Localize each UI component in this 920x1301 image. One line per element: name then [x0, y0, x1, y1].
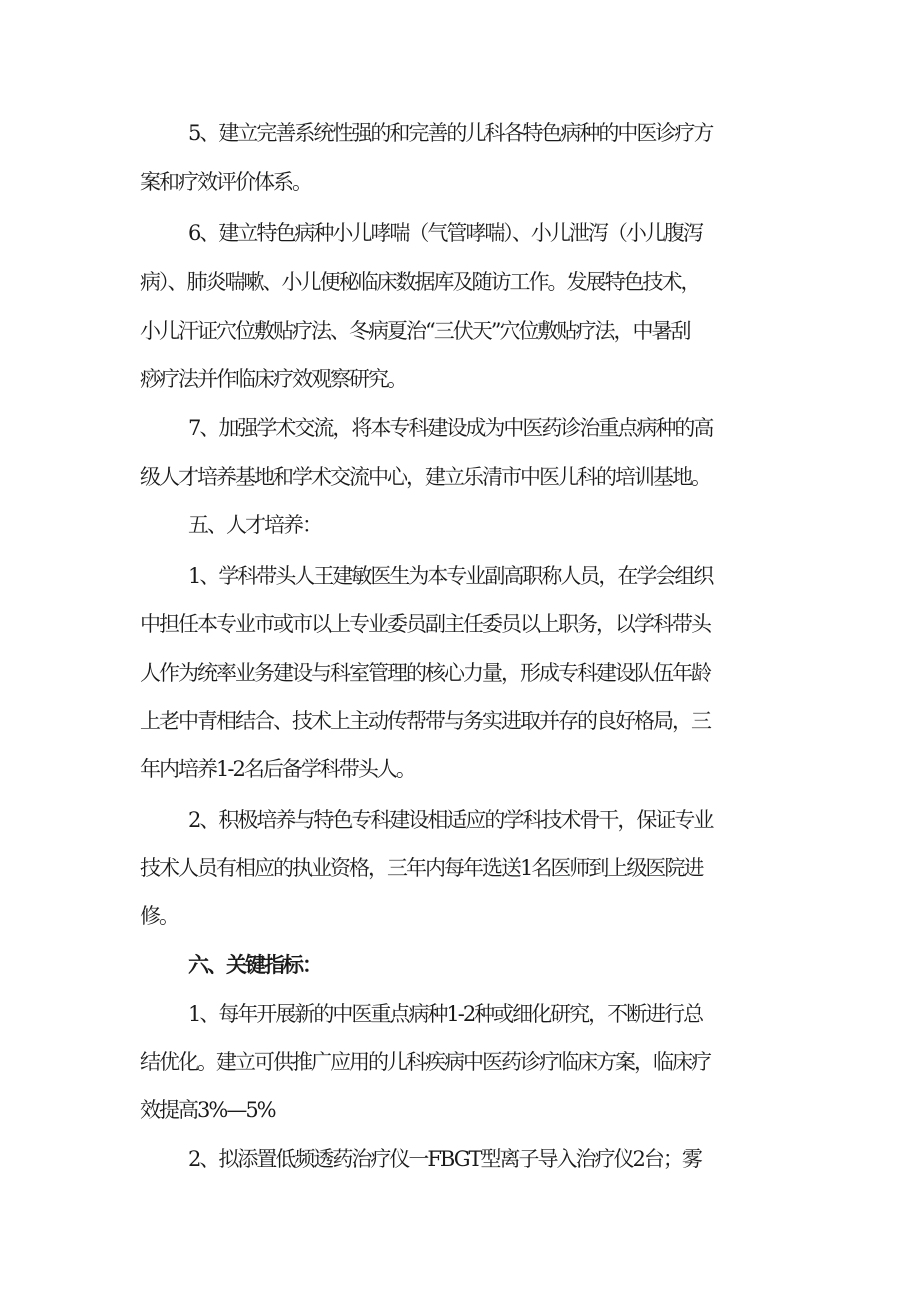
text-line: 技术人员有相应的执业资格，三年内每年选送1名医师到上级医院进 [140, 856, 703, 880]
text-line: 6、建立特色病种小儿哮喘（气管哮喘）、小儿泄泻（小儿腹泻 [188, 221, 702, 245]
text-line: 上老中青相结合、技术上主动传帮带与务实进取并存的良好格局，三 [140, 709, 710, 733]
text-line: 案和疗效评价体系。 [140, 170, 311, 194]
section-heading-key-indicators: 六、关键指标： [188, 953, 321, 977]
text-line: 病）、肺炎喘嗽、小儿便秘临床数据库及随访工作。发展特色技术， [140, 270, 700, 294]
text-line: 1、学科带头人王建敏医生为本专业副高职称人员，在学会组织 [188, 564, 713, 588]
text-line: 2、拟添置低频透药治疗仪一FBGT型离子导入治疗仪2台；雾 [188, 1147, 701, 1171]
text-line: 5、建立完善系统性强的和完善的儿科各特色病种的中医诊疗方 [188, 121, 713, 145]
text-line: 修。 [140, 904, 178, 928]
text-line: 中担任本专业市或市以上专业委员副主任委员以上职务，以学科带头 [140, 612, 710, 636]
text-line: 小儿汗证穴位敷贴疗法、冬病夏治“三伏天”穴位敷贴疗法，中暑刮 [140, 319, 690, 343]
text-line: 年内培养1-2名后备学科带头人。 [140, 757, 415, 781]
text-line: 效提高3%—5% [140, 1098, 275, 1122]
text-line: 痧疗法并作临床疗效观察研究。 [140, 367, 406, 391]
text-line: 2、积极培养与特色专科建设相适应的学科技术骨干，保证专业 [188, 808, 713, 832]
text-line: 级人才培养基地和学术交流中心，建立乐清市中医儿科的培训基地。 [140, 465, 710, 489]
text-line: 人作为统率业务建设与科室管理的核心力量，形成专科建设队伍年龄 [140, 661, 710, 685]
text-line: 结优化。建立可供推广应用的儿科疾病中医药诊疗临床方案，临床疗 [140, 1050, 710, 1074]
section-heading-talent: 五、人才培养： [188, 513, 321, 537]
text-line: 7、加强学术交流，将本专科建设成为中医药诊治重点病种的高 [188, 416, 713, 440]
text-line: 1、每年开展新的中医重点病种1-2种或细化研究，不断进行总 [188, 1002, 703, 1026]
